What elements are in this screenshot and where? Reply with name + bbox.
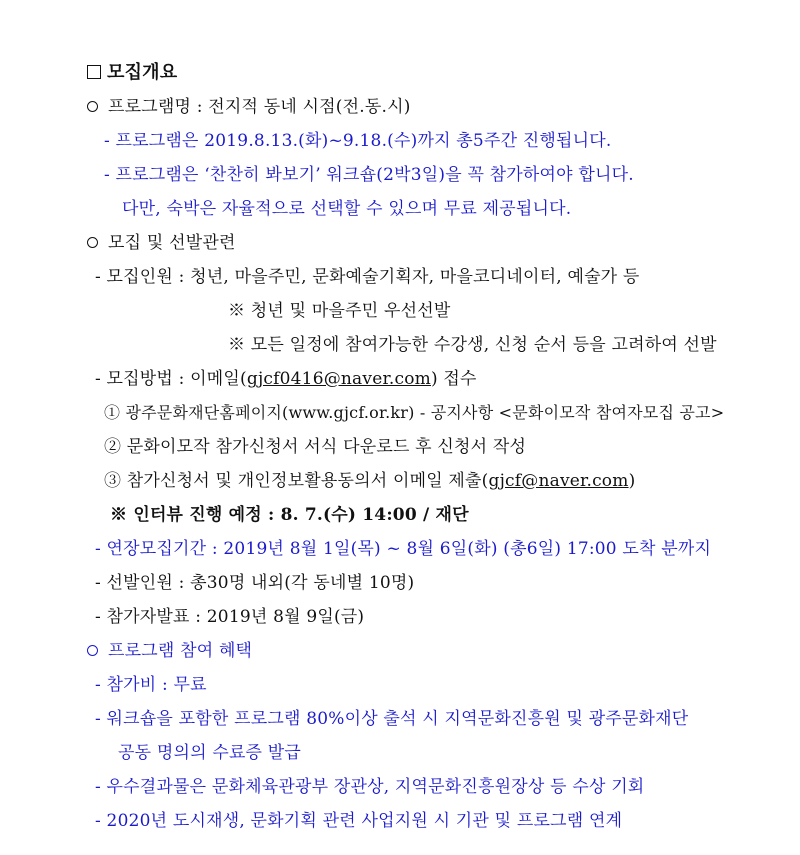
recruit-method-line	[95, 368, 477, 390]
program-name-line	[87, 96, 411, 118]
method-prefix: - 모집방법 : 이메일(	[95, 369, 247, 389]
benefit-fee: - 참가비 : 무료	[95, 675, 207, 695]
recruit-heading-text: 모집 및 선발관련	[108, 233, 236, 253]
recruit-target-line: - 모집인원 : 청년, 마을주민, 문화예술기획자, 마을코디네이터, 예술가 등	[95, 267, 640, 287]
section-heading-text: 모집개요	[107, 62, 178, 83]
recruit-note-1: ※ 청년 및 마을주민 우선선발	[228, 301, 451, 321]
program-detail-3: 다만, 숙박은 자율적으로 선택할 수 있으며 무료 제공됩니다.	[122, 199, 572, 219]
method-suffix: ) 접수	[431, 369, 477, 389]
step3-prefix: ③ 참가신청서 및 개인정보활용동의서 이메일 제출(	[104, 471, 489, 491]
circle-bullet-icon	[87, 101, 98, 112]
benefits-heading-line	[87, 640, 252, 662]
benefit-certificate-2: 공동 명의의 수료증 발급	[118, 743, 302, 763]
benefit-certificate-1: - 워크숍을 포함한 프로그램 80%이상 출석 시 지역문화진흥원 및 광주문화재단	[95, 709, 689, 729]
program-detail-1: - 프로그램은 2019.8.13.(화)~9.18.(수)까지 총5주간 진행됩니다.	[104, 131, 612, 151]
checkbox-square-icon	[87, 65, 101, 79]
recruit-note-2: ※ 모든 일정에 참여가능한 수강생, 신청 순서 등을 고려하여 선발	[228, 335, 717, 355]
benefit-award: - 우수결과물은 문화체육관광부 장관상, 지역문화진흥원장상 등 수상 기회	[95, 777, 645, 797]
benefits-heading-text: 프로그램 참여 혜택	[108, 641, 253, 661]
circle-bullet-icon	[87, 237, 98, 248]
selection-count: - 선발인원 : 총30명 내외(각 동네별 10명)	[95, 573, 415, 593]
extension-period: - 연장모집기간 : 2019년 8월 1일(목) ~ 8월 6일(화) (총6일) 17:00 도착 분까지	[95, 539, 712, 559]
benefit-linkage: - 2020년 도시재생, 문화기획 관련 사업지원 시 기관 및 프로그램 연계	[95, 811, 623, 831]
method-email-link[interactable]: gjcf0416@naver.com	[246, 369, 431, 389]
recruit-step-3	[104, 470, 635, 492]
program-detail-2: - 프로그램은 ‘찬찬히 봐보기’ 워크숍(2박3일)을 꼭 참가하여야 합니다.	[104, 165, 634, 185]
step3-suffix: )	[628, 471, 636, 491]
step3-email-link[interactable]: gjcf@naver.com	[488, 471, 629, 491]
recruit-step-1: ① 광주문화재단홈페이지(www.gjcf.or.kr) - 공지사항 <문화이모작 참여자모집 공고>	[104, 403, 725, 422]
program-name-text: 프로그램명 : 전지적 동네 시점(전.동.시)	[108, 97, 411, 117]
recruit-step-2: ② 문화이모작 참가신청서 서식 다운로드 후 신청서 작성	[104, 437, 527, 457]
announcement-date: - 참가자발표 : 2019년 8월 9일(금)	[95, 607, 365, 627]
recruit-heading-line	[87, 232, 236, 254]
interview-note: ※ 인터뷰 진행 예정 : 8. 7.(수) 14:00 / 재단	[110, 505, 469, 525]
circle-bullet-icon	[87, 645, 98, 656]
section-heading	[87, 62, 177, 84]
